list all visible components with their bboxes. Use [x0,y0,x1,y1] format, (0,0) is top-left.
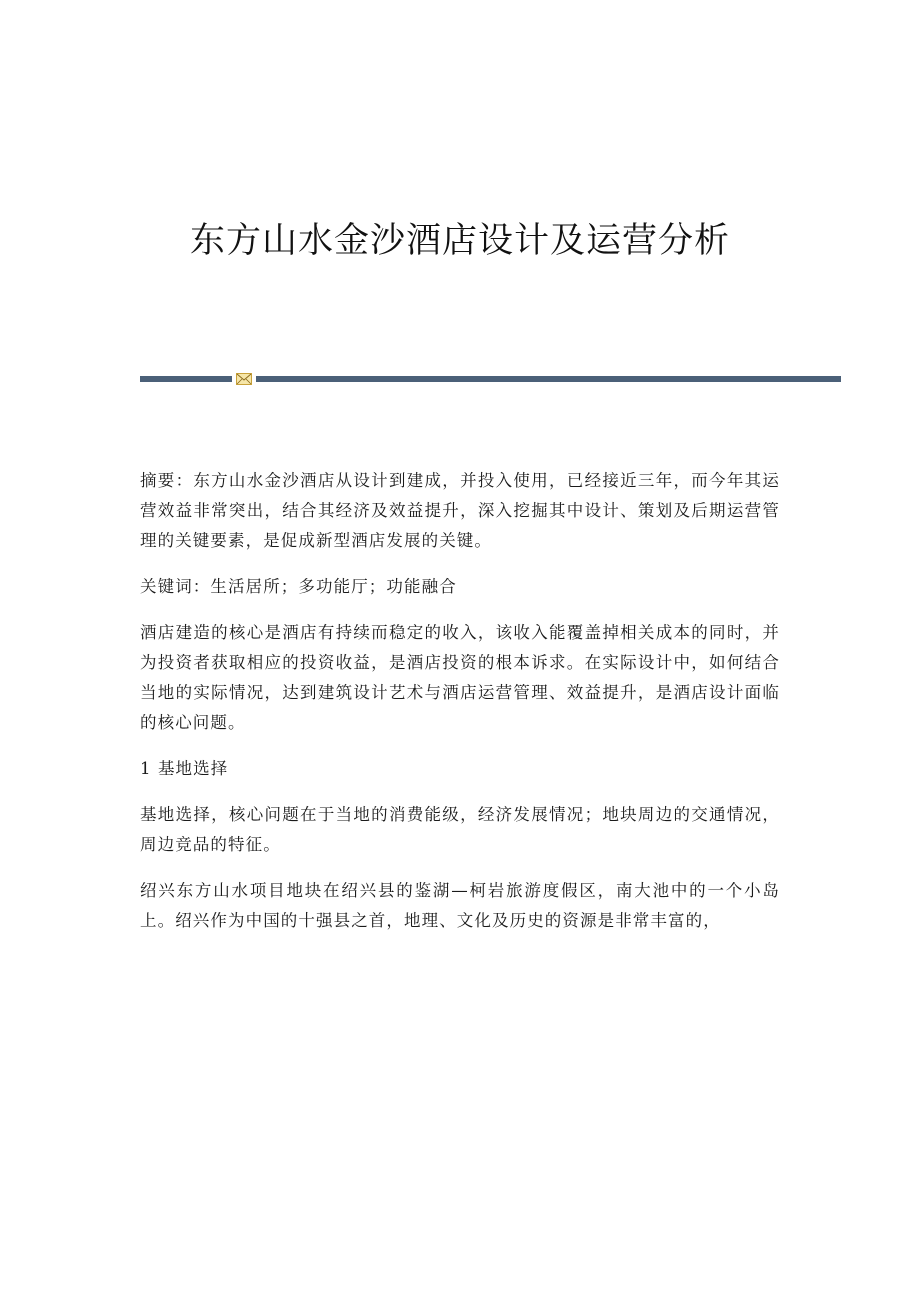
keywords-paragraph: 关键词：生活居所；多功能厅；功能融合 [140,577,457,596]
body-paragraph: 绍兴东方山水项目地块在绍兴县的鉴湖—柯岩旅游度假区，南大池中的一个小岛上。绍兴作为中国的十强县之首，地理、文化及历史的资源是非常丰富的， [140,881,780,930]
document-body [140,466,780,952]
section-heading: 1 基地选择 [140,759,229,778]
divider-bar-right [256,376,841,382]
abstract-paragraph: 摘要：东方山水金沙酒店从设计到建成，并投入使用，已经接近三年，而今年其运营效益非常突出，结合其经济及效益提升，深入挖掘其中设计、策划及后期运营管理的关键要素，是促成新型酒店发展的关键。 [140,471,780,550]
document-title: 东方山水金沙酒店设计及运营分析 [189,221,730,261]
divider-bar-left [140,376,232,382]
decorative-ornament-icon [236,373,252,385]
title-divider [140,373,841,385]
body-paragraph: 酒店建造的核心是酒店有持续而稳定的收入，该收入能覆盖掉相关成本的同时，并为投资者获取相应的投资收益，是酒店投资的根本诉求。在实际设计中，如何结合当地的实际情况，达到建筑设计艺术与酒店运营管理、效益提升，是酒店设计面临的核心问题。 [140,623,780,732]
body-paragraph: 基地选择，核心问题在于当地的消费能级，经济发展情况；地块周边的交通情况，周边竞品的特征。 [140,805,780,854]
